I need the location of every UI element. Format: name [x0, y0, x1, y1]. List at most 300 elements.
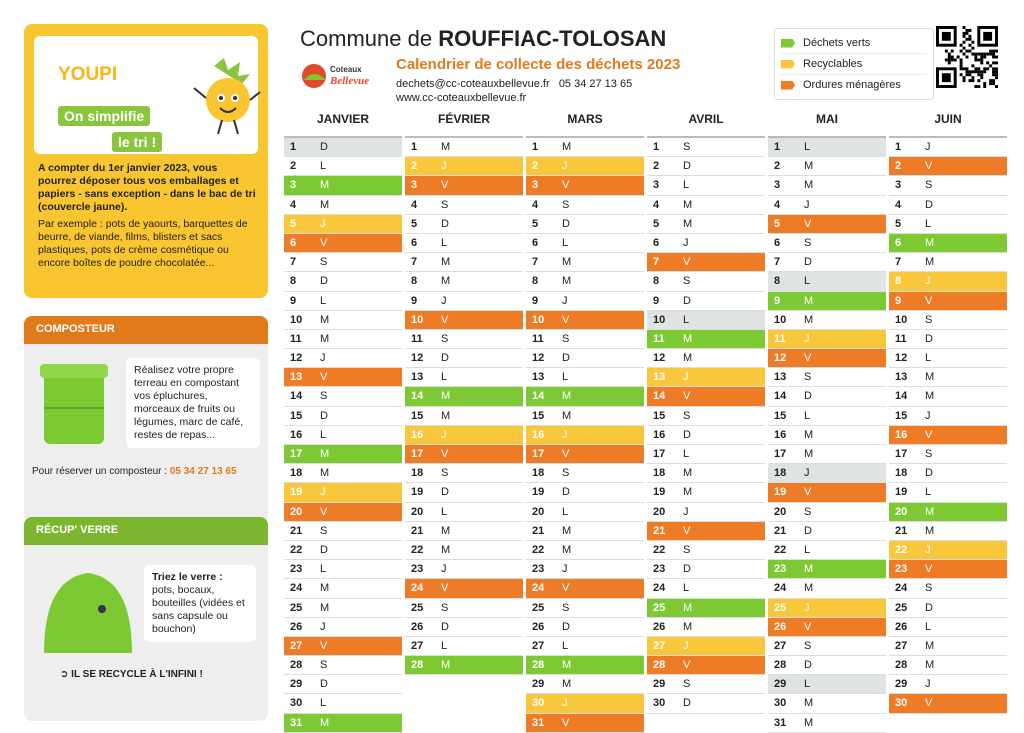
- day-letter: M: [562, 275, 572, 288]
- day-number: 23: [653, 563, 666, 576]
- day-letter: V: [320, 371, 328, 384]
- day-row: [889, 599, 1007, 618]
- day-letter: M: [441, 543, 451, 556]
- day-letter: V: [925, 563, 933, 576]
- day-number: 2: [532, 160, 539, 173]
- mascot-icon: [184, 58, 264, 138]
- day-letter: D: [683, 294, 691, 307]
- day-row: [284, 503, 402, 522]
- day-row: [647, 234, 765, 253]
- day-number: 11: [653, 332, 665, 345]
- day-letter: M: [320, 332, 330, 345]
- day-number: 3: [774, 179, 781, 192]
- day-letter: J: [925, 543, 931, 556]
- composteur-card: [24, 316, 268, 524]
- day-row: [768, 714, 886, 733]
- day-row: [889, 311, 1007, 330]
- day-number: 18: [653, 467, 666, 480]
- day-row: [405, 407, 523, 426]
- day-letter: M: [925, 371, 935, 384]
- day-row: [526, 445, 644, 464]
- day-letter: S: [562, 601, 570, 614]
- day-row: [647, 503, 765, 522]
- day-number: 24: [774, 582, 787, 595]
- day-letter: M: [441, 141, 451, 153]
- day-row: [768, 157, 886, 176]
- day-number: 12: [774, 352, 787, 365]
- day-number: 27: [411, 639, 424, 652]
- day-number: 6: [895, 236, 902, 249]
- sidebar: [24, 24, 268, 680]
- day-row: [526, 541, 644, 560]
- day-row: [647, 176, 765, 195]
- day-list: [768, 136, 886, 733]
- day-letter: D: [441, 486, 449, 499]
- commune-name: ROUFFIAC-TOLOSAN: [438, 26, 667, 51]
- youpi-example: Par exemple : pots de yaourts, barquettes de beurre, de viande, films, blisters et sacs plastiques, pots de crème cosmétique ou encore boîtes de poudre chocolatée...: [38, 218, 248, 269]
- day-row: [768, 522, 886, 541]
- day-row: [647, 675, 765, 694]
- day-row: [889, 579, 1007, 598]
- day-number: 16: [774, 428, 787, 441]
- day-number: 7: [411, 256, 418, 269]
- day-number: 18: [290, 467, 303, 480]
- composteur-reserve-label: Pour réserver un composteur :: [32, 466, 170, 477]
- legend-item: [781, 33, 927, 54]
- day-row: [889, 349, 1007, 368]
- youpi-card: [24, 24, 268, 298]
- day-row: [526, 637, 644, 656]
- day-number: 12: [895, 352, 908, 365]
- day-letter: S: [441, 467, 449, 480]
- day-letter: J: [441, 428, 447, 441]
- month-name: JUIN: [934, 112, 962, 126]
- day-row: [284, 483, 402, 502]
- day-row: [526, 656, 644, 675]
- youpi-lead: A compter du 1er janvier 2023, vous pourrez déposer tous vos emballages et papiers - sans exception - dans le bac de tri (couvercle jaune).: [38, 162, 256, 213]
- day-letter: M: [441, 390, 451, 403]
- day-number: 25: [411, 601, 424, 614]
- day-row: [889, 522, 1007, 541]
- day-letter: M: [804, 716, 814, 729]
- day-row: [284, 694, 402, 713]
- day-number: 30: [532, 697, 545, 710]
- day-letter: J: [320, 352, 326, 365]
- day-letter: V: [804, 352, 812, 365]
- day-letter: V: [683, 524, 691, 537]
- day-row: [284, 330, 402, 349]
- day-row: [768, 330, 886, 349]
- day-number: 26: [653, 620, 666, 633]
- day-number: 1: [532, 141, 539, 153]
- day-letter: J: [683, 236, 689, 249]
- day-row: [889, 234, 1007, 253]
- day-letter: M: [683, 332, 693, 345]
- day-row: [405, 349, 523, 368]
- day-letter: J: [441, 294, 447, 307]
- day-list: [284, 136, 402, 733]
- day-number: 21: [411, 524, 424, 537]
- day-letter: M: [683, 486, 693, 499]
- day-letter: L: [441, 639, 448, 652]
- day-letter: M: [683, 467, 693, 480]
- day-number: 11: [532, 332, 544, 345]
- day-row: [405, 618, 523, 637]
- day-row: [284, 176, 402, 195]
- day-number: 25: [290, 601, 303, 614]
- day-row: [768, 349, 886, 368]
- day-letter: L: [320, 563, 327, 576]
- day-letter: S: [562, 332, 570, 345]
- day-letter: V: [441, 582, 449, 595]
- day-number: 22: [774, 543, 787, 556]
- day-letter: V: [562, 179, 570, 192]
- day-letter: V: [683, 659, 691, 672]
- day-row: [526, 176, 644, 195]
- day-row: [284, 560, 402, 579]
- day-number: 29: [290, 678, 303, 691]
- month-column: [405, 108, 523, 675]
- day-row: [889, 656, 1007, 675]
- day-row: [647, 656, 765, 675]
- day-number: 18: [532, 467, 545, 480]
- day-letter: L: [804, 141, 811, 153]
- day-row: [889, 560, 1007, 579]
- day-letter: L: [925, 486, 932, 499]
- day-letter: S: [320, 256, 328, 269]
- day-number: 15: [532, 409, 545, 422]
- day-number: 15: [774, 409, 787, 422]
- day-row: [889, 253, 1007, 272]
- contact-web[interactable]: www.cc-coteauxbellevue.fr: [396, 92, 527, 104]
- day-number: 10: [774, 313, 787, 326]
- day-row: [647, 483, 765, 502]
- day-letter: M: [804, 179, 814, 192]
- youpi-body: [38, 162, 256, 270]
- legend-item: [781, 54, 927, 75]
- day-row: [768, 560, 886, 579]
- day-letter: J: [925, 409, 931, 422]
- day-row: [284, 138, 402, 157]
- day-row: [405, 387, 523, 406]
- day-row: [284, 599, 402, 618]
- day-number: 12: [653, 352, 666, 365]
- day-letter: L: [804, 543, 811, 556]
- day-number: 7: [653, 256, 660, 269]
- day-letter: L: [562, 371, 569, 384]
- day-letter: D: [925, 467, 933, 480]
- day-letter: L: [441, 371, 448, 384]
- day-row: [526, 368, 644, 387]
- day-letter: S: [925, 179, 933, 192]
- day-letter: D: [683, 563, 691, 576]
- day-number: 16: [895, 428, 908, 441]
- day-number: 3: [895, 179, 902, 192]
- contact-line: [396, 78, 632, 90]
- month-name: MAI: [816, 112, 838, 126]
- day-row: [405, 426, 523, 445]
- day-number: 20: [774, 505, 787, 518]
- day-number: 13: [653, 371, 666, 384]
- day-letter: L: [683, 179, 690, 192]
- legend-item: [781, 75, 927, 95]
- day-number: 29: [653, 678, 666, 691]
- day-row: [284, 311, 402, 330]
- day-row: [768, 292, 886, 311]
- day-number: 9: [290, 294, 297, 307]
- verre-lead: Triez le verre :: [152, 571, 223, 583]
- coteaux-bellevue-logo: [300, 58, 390, 92]
- day-row: [647, 637, 765, 656]
- composter-icon: [38, 362, 110, 448]
- day-letter: L: [683, 448, 690, 460]
- day-letter: M: [683, 601, 693, 614]
- day-letter: D: [320, 678, 328, 691]
- day-row: [647, 445, 765, 464]
- day-row: [647, 272, 765, 291]
- day-number: 28: [290, 659, 303, 672]
- contact-phone: 05 34 27 13 65: [558, 78, 633, 90]
- day-number: 2: [411, 160, 418, 173]
- day-letter: V: [925, 294, 933, 307]
- day-row: [647, 541, 765, 560]
- day-number: 22: [532, 543, 545, 556]
- day-row: [526, 675, 644, 694]
- day-row: [284, 714, 402, 733]
- day-letter: M: [562, 659, 572, 672]
- day-number: 30: [653, 697, 666, 710]
- youpi-pill-1: On simplifie: [58, 106, 150, 126]
- day-number: 16: [653, 428, 666, 441]
- day-row: [526, 349, 644, 368]
- day-letter: M: [320, 582, 330, 595]
- day-number: 29: [895, 678, 908, 691]
- day-row: [405, 196, 523, 215]
- day-row: [405, 272, 523, 291]
- day-letter: L: [562, 236, 569, 249]
- day-number: 12: [532, 352, 545, 365]
- day-row: [647, 292, 765, 311]
- day-number: 5: [653, 217, 660, 230]
- day-letter: L: [683, 313, 690, 326]
- day-letter: V: [925, 697, 933, 710]
- day-number: 8: [290, 275, 297, 288]
- day-row: [284, 368, 402, 387]
- day-row: [768, 503, 886, 522]
- legend-label: Ordures ménagères: [803, 79, 901, 91]
- day-number: 31: [532, 716, 545, 729]
- day-number: 11: [895, 332, 907, 345]
- verre-body: pots, bocaux, bouteilles (vidées et sans capsule ou bouchon): [152, 584, 245, 635]
- day-letter: S: [683, 141, 691, 153]
- day-row: [284, 253, 402, 272]
- day-row: [526, 253, 644, 272]
- day-number: 17: [532, 448, 545, 460]
- day-letter: M: [562, 543, 572, 556]
- day-letter: M: [562, 524, 572, 537]
- day-letter: J: [562, 428, 568, 441]
- composteur-phone: 05 34 27 13 65: [169, 466, 237, 477]
- day-row: [889, 157, 1007, 176]
- day-number: 6: [774, 236, 781, 249]
- glass-container-icon: [40, 569, 136, 655]
- day-number: 4: [532, 198, 539, 211]
- day-letter: S: [441, 332, 449, 345]
- verre-text: [144, 565, 256, 642]
- day-number: 18: [411, 467, 424, 480]
- day-number: 29: [532, 678, 545, 691]
- day-letter: D: [925, 601, 933, 614]
- day-row: [768, 138, 886, 157]
- day-number: 21: [290, 524, 303, 537]
- day-row: [889, 445, 1007, 464]
- day-row: [405, 522, 523, 541]
- day-letter: V: [320, 639, 328, 652]
- day-number: 19: [895, 486, 908, 499]
- day-letter: L: [925, 620, 932, 633]
- day-row: [526, 330, 644, 349]
- qr-code-icon: [936, 26, 998, 88]
- day-letter: V: [925, 160, 933, 173]
- day-number: 8: [532, 275, 539, 288]
- day-row: [889, 675, 1007, 694]
- day-letter: S: [320, 659, 328, 672]
- day-number: 3: [290, 179, 297, 192]
- day-row: [768, 637, 886, 656]
- day-row: [768, 694, 886, 713]
- day-number: 22: [411, 543, 424, 556]
- day-number: 22: [290, 543, 303, 556]
- day-number: 21: [895, 524, 908, 537]
- day-number: 19: [290, 486, 303, 499]
- day-letter: M: [562, 256, 572, 269]
- day-number: 14: [774, 390, 787, 403]
- day-number: 29: [774, 678, 787, 691]
- day-number: 6: [532, 236, 539, 249]
- day-row: [647, 253, 765, 272]
- day-number: 13: [411, 371, 424, 384]
- day-number: 23: [774, 563, 787, 576]
- contact-email[interactable]: dechets@cc-coteauxbellevue.fr: [396, 78, 550, 90]
- day-number: 13: [895, 371, 908, 384]
- day-row: [768, 483, 886, 502]
- day-letter: V: [804, 620, 812, 633]
- day-number: 28: [774, 659, 787, 672]
- day-number: 22: [653, 543, 666, 556]
- day-letter: M: [320, 313, 330, 326]
- day-letter: M: [804, 582, 814, 595]
- day-number: 5: [411, 217, 418, 230]
- day-row: [647, 311, 765, 330]
- day-number: 7: [895, 256, 902, 269]
- day-row: [768, 311, 886, 330]
- day-letter: V: [562, 313, 570, 326]
- day-number: 1: [895, 141, 902, 153]
- day-row: [526, 234, 644, 253]
- day-number: 16: [532, 428, 545, 441]
- youpi-pill-2: le tri !: [112, 132, 162, 152]
- day-letter: J: [320, 217, 326, 230]
- day-letter: S: [804, 639, 812, 652]
- day-number: 26: [290, 620, 303, 633]
- day-row: [889, 541, 1007, 560]
- day-letter: S: [804, 505, 812, 518]
- day-row: [526, 292, 644, 311]
- verre-footer-text: IL SE RECYCLE À L'INFINI !: [71, 669, 203, 680]
- day-letter: L: [441, 236, 448, 249]
- day-letter: D: [683, 697, 691, 710]
- day-letter: M: [925, 256, 935, 269]
- day-row: [768, 176, 886, 195]
- day-number: 25: [895, 601, 908, 614]
- day-number: 12: [290, 352, 303, 365]
- day-number: 19: [411, 486, 424, 499]
- day-row: [889, 637, 1007, 656]
- day-number: 20: [290, 505, 303, 518]
- day-row: [768, 445, 886, 464]
- composteur-text: Réalisez votre propre terreau en compostant vos épluchures, morceaux de fruits ou légumes, marc de café, restes de repas...: [126, 358, 260, 448]
- day-row: [889, 138, 1007, 157]
- day-row: [647, 330, 765, 349]
- day-letter: S: [925, 313, 933, 326]
- day-number: 9: [895, 294, 902, 307]
- youpi-title: YOUPI: [58, 64, 118, 85]
- day-list: [889, 136, 1007, 714]
- day-letter: M: [925, 524, 935, 537]
- day-row: [647, 157, 765, 176]
- day-row: [284, 196, 402, 215]
- day-row: [526, 407, 644, 426]
- day-letter: M: [683, 352, 693, 365]
- day-letter: D: [804, 524, 812, 537]
- day-letter: M: [683, 620, 693, 633]
- day-number: 27: [774, 639, 787, 652]
- day-letter: S: [562, 198, 570, 211]
- day-letter: V: [441, 179, 449, 192]
- day-row: [768, 675, 886, 694]
- day-row: [889, 407, 1007, 426]
- day-number: 23: [895, 563, 908, 576]
- day-letter: M: [562, 678, 572, 691]
- day-number: 21: [653, 524, 666, 537]
- day-letter: M: [562, 409, 572, 422]
- day-number: 25: [653, 601, 666, 614]
- day-letter: S: [441, 601, 449, 614]
- day-letter: S: [562, 467, 570, 480]
- day-row: [889, 292, 1007, 311]
- day-row: [526, 426, 644, 445]
- day-number: 22: [895, 543, 908, 556]
- day-row: [889, 272, 1007, 291]
- day-number: 2: [774, 160, 781, 173]
- day-row: [405, 330, 523, 349]
- day-row: [647, 215, 765, 234]
- day-row: [284, 656, 402, 675]
- day-letter: V: [441, 313, 449, 326]
- day-number: 2: [290, 160, 297, 173]
- day-letter: M: [804, 448, 814, 460]
- day-number: 6: [411, 236, 418, 249]
- day-number: 8: [774, 275, 781, 288]
- day-row: [768, 426, 886, 445]
- page-subtitle: Calendrier de collecte des déchets 2023: [396, 56, 681, 73]
- commune-title: [300, 26, 666, 52]
- day-number: 15: [290, 409, 303, 422]
- day-row: [526, 311, 644, 330]
- day-number: 17: [411, 448, 424, 460]
- month-column: [284, 108, 402, 733]
- day-number: 16: [411, 428, 424, 441]
